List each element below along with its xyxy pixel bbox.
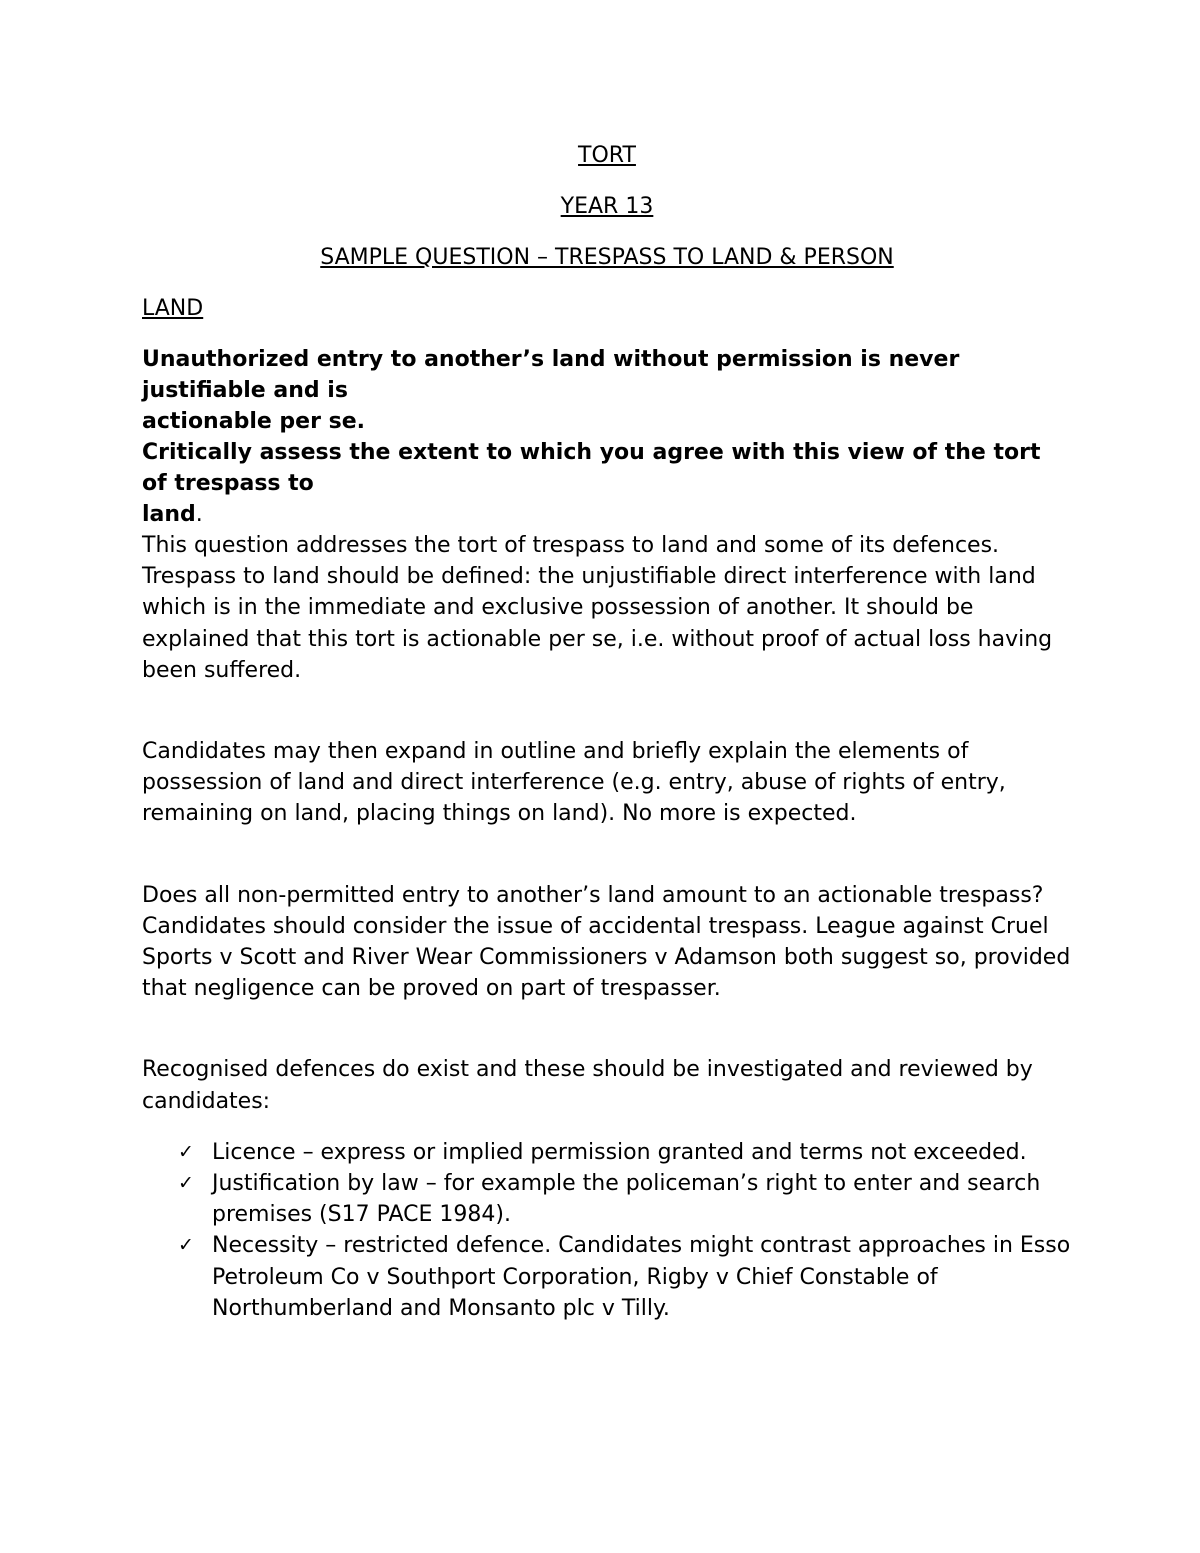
question-line: Unauthorized entry to another’s land without permission is never justifiable and is <box>142 347 960 403</box>
question-title: SAMPLE QUESTION – TRESPASS TO LAND & PERSON <box>320 245 894 270</box>
question-line-last <box>142 499 1072 530</box>
paragraph-definition: This question addresses the tort of trespass to land and some of its defences. Trespass to land should be defined: the unjustifiable direct interference with land which is in the immediate and exclusive possession of another. It should be explained that this tort is actionable per se, i.e. without proof of actual loss having been suffered. <box>142 533 1053 683</box>
list-item <box>142 1168 1072 1230</box>
subject-heading: TORT <box>578 143 636 168</box>
document-page <box>142 140 1072 1324</box>
checkmark-icon: ✓ <box>178 1140 194 1163</box>
paragraph-accidental-trespass: Does all non-permitted entry to another’s land amount to an actionable trespass? Candidates should consider the issue of accidental trespass. League against Cruel Sports v Scott and River Wear Commissioners v Adamson both suggest so, provided that negligence can be proved on part of trespasser. <box>142 882 1071 1002</box>
defence-text: Necessity – restricted defence. Candidates might contrast approaches in Esso Petroleum Co v Southport Corporation, Rigby v Chief Constable of Northumberland and Monsanto plc v Tilly. <box>212 1233 1071 1321</box>
paragraph-defences-intro: Recognised defences do exist and these should be investigated and reviewed by candidates: <box>142 1057 1033 1114</box>
year-heading: YEAR 13 <box>560 194 654 219</box>
checkmark-icon: ✓ <box>178 1234 194 1257</box>
question-last-tail: . <box>195 502 203 527</box>
question-statement <box>142 344 1072 530</box>
section-label-land: LAND <box>142 296 204 321</box>
defence-text: Licence – express or implied permission granted and terms not exceeded. <box>212 1139 1027 1165</box>
checkmark-icon: ✓ <box>178 1172 194 1195</box>
question-line: Critically assess the extent to which you agree with this view of the tort of trespass to <box>142 440 1041 496</box>
question-line: actionable per se. <box>142 409 365 434</box>
list-item <box>142 1137 1072 1168</box>
question-last-bold: land <box>142 502 196 527</box>
defence-text: Justification by law – for example the policeman’s right to enter and search premises (S17 PACE 1984). <box>212 1171 1041 1228</box>
list-item <box>142 1230 1072 1324</box>
defences-list <box>142 1137 1072 1324</box>
paragraph-elements: Candidates may then expand in outline and briefly explain the elements of possession of land and direct interference (e.g. entry, abuse of rights of entry, remaining on land, placing things on land). No more is expected. <box>142 739 1006 827</box>
